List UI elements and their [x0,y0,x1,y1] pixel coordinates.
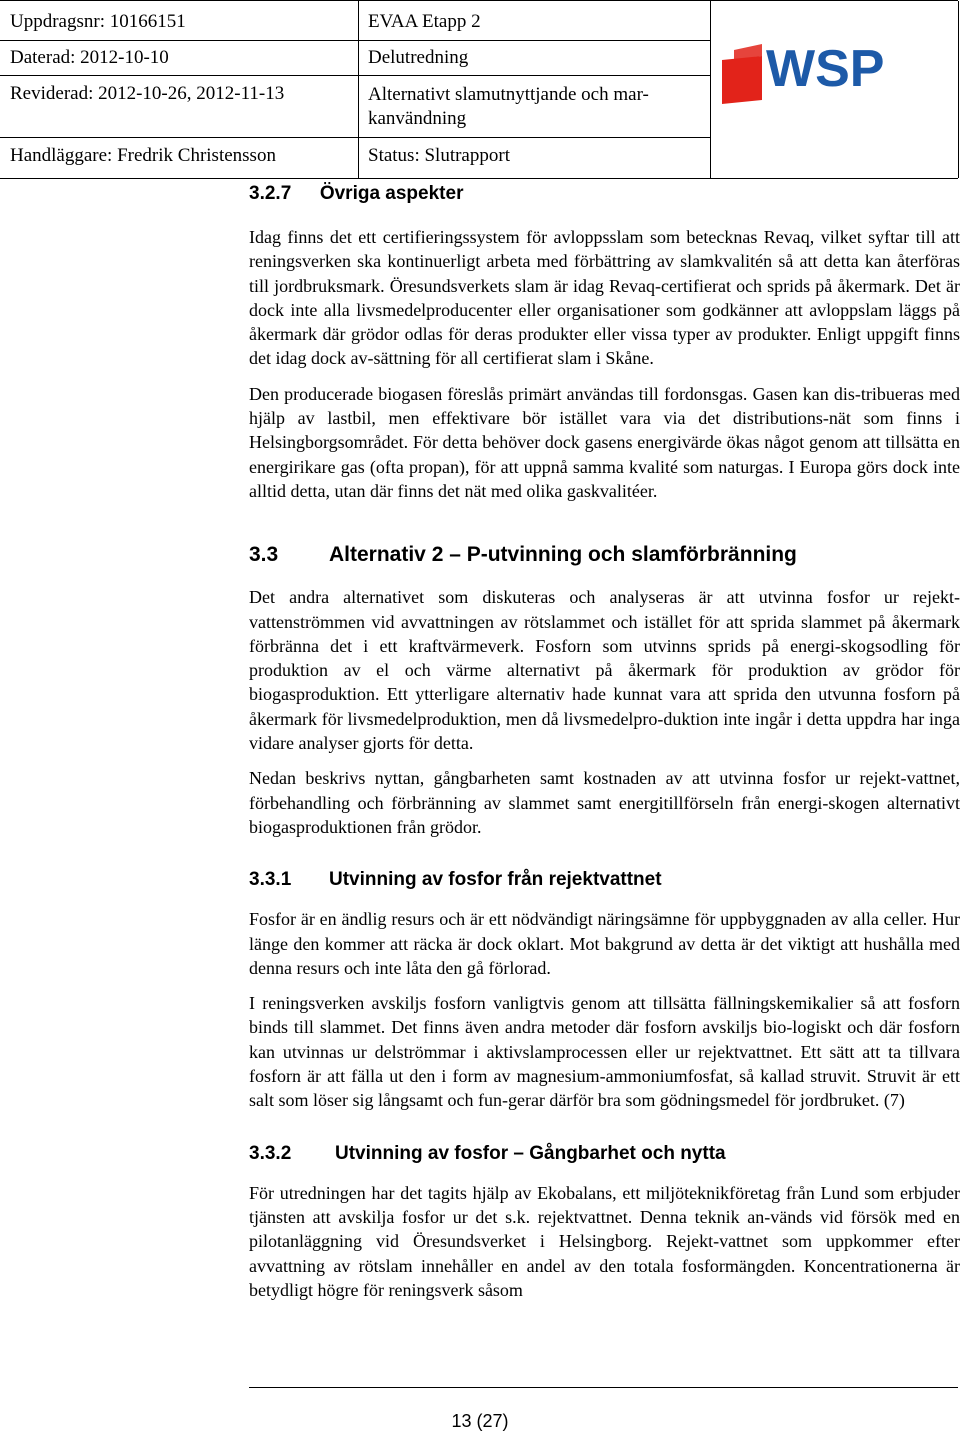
section-title: Övriga aspekter [319,183,464,204]
section-number: 3.3.1 [249,869,292,891]
paragraph: Fosfor är en ändlig resurs och är ett nödvändigt näringsämne för uppbyggnaden av alla celler. Hur länge den kommer att räcka är dock oklart. Mot bakgrund av detta är det viktigt att hushålla med denna resurs och inte låta den gå förlorad. [249,909,960,978]
footer-divider [249,1387,958,1388]
handlaggare: Handläggare: Fredrik Christensson [10,145,276,166]
section-number: 3.3.2 [249,1142,292,1164]
subject-line-1: Alternativt slamutnyttjande och mar- [368,84,649,105]
paragraph: Det andra alternativet som diskuteras och analyseras är att utvinna fosfor ur rejekt-vattenströmmen vid avvattningen av rötslammet och istället för att sprida slammet på åkermark förbränna det i ett kraftvärmeverk. Fosforn som utvinns sprids på energi-skogsodling för produktion av el och värme alternativt på åkermark för produktion av grödor för biogasproduktion. Ett ytterligare alternativ hade kunnat vara att sprida den utvunna fosforn på åkermark för livsmedelproduktion, men då livsmedelpro-duktion inte ingår i detta uppdra har inga vidare analyser gjorts för detta. [249,587,960,754]
uppdragsnr: Uppdragsnr: 10166151 [10,11,186,32]
document-type: Delutredning [368,47,469,68]
section-heading-3-3-1 [249,867,960,893]
paragraph: Den producerade biogasen föreslås primärt användas till fordonsgas. Gasen kan dis-tribueras med hjälp av lastbil, men effektivare bör istället vara via det distributions-nät som finns i Helsingborgsområdet. För detta behöver dock gasens energivärde ökas något genom att tillsätta en energirikare gas (ofta propan), för att uppnå samma kvalité som naturgas. I Europa görs dock inte alltid detta, utan där finns det nät med olika gaskvalitéer. [249,383,960,501]
header-col-left [0,1,359,178]
section-number: 3.2.7 [249,183,292,204]
reviderad: Reviderad: 2012-10-26, 2012-11-13 [10,83,285,104]
paragraph: För utredningen har det tagits hjälp av Ekobalans, ett miljöteknikföretag från Lund som erbjuder tjänsten att avskilja fosfor ur det s.k. rejektvattnet. Denna teknik an-vänds vid försök med en pilotanläggning vid Öresundsverket i Helsingborg. Rejekt-vattnet som uppkommer efter avvattning av rötslam innehåller en andel av den totala fosformängden. Koncentrationerna är betydligt högre för reningsverk såsom [249,1182,960,1300]
section-title: Utvinning av fosfor från rejektvattnet [329,869,662,891]
section-title: Alternativ 2 – P-utvinning och slamförbränning [329,543,797,567]
paragraph: Nedan beskrivs nyttan, gångbarheten samt kostnaden av att utvinna fosfor ur rejekt-vattnet, förbehandling och förbränning av slammet samt energitillförseln från energi-skogen alternativt biogasproduktionen från grödor. [249,768,960,837]
section-heading-3-3-2 [249,1141,960,1167]
section-heading-3-3 [249,541,960,569]
daterad: Daterad: 2012-10-10 [10,47,169,68]
subject-line-2: kanvändning [368,108,467,129]
logo-text: WSP [766,40,885,98]
page-content [249,180,960,1302]
section-number: 3.3 [249,543,279,567]
paragraph: Idag finns det ett certifieringssystem för avloppsslam som betecknas Revaq, vilket syftar till att reningsverken ska kontinuerligt arbeta med förbättring av slamkvalitén så att detta kan återföras till jordbruksmark. Öresundsverkets slam är idag Revaq-certifierat och sprids på åkermark. Det är dock inte alla livsmedelproducenter eller organisationer som godkänner att avloppslam läggs på åkermark där grödor odlas för deras produkter eller vissa typer av produkter. Enligt uppgift finns det idag dock av-sättning för all certifierat slam i Skåne. [249,227,960,369]
paragraph: I reningsverken avskiljs fosforn vanligtvis genom att tillsätta fällningskemikalier så att fosforn binds till slammet. Det finns även andra metoder där fosforn avskiljs bio-logiskt och där fosforn kan utvinnas ur delströmmar i aktivslamprocessen eller ur rejektvattnet. Ett sätt att ta tillvara fosforn är att fälla ut den i form av magnesium-ammoniumfosfat, så kallad struvit. Struvit är ett salt som löser sig långsamt och fun-gerar därför bra som gödningsmedel för jordbruket. (7) [249,993,960,1111]
page-number: 13 (27) [451,1411,509,1431]
section-title: Utvinning av fosfor – Gångbarhet och nytta [335,1142,726,1164]
header-col-middle [358,1,711,178]
project-name: EVAA Etapp 2 [368,11,481,32]
status: Status: Slutrapport [368,145,510,166]
wsp-logo [720,38,910,113]
section-heading-3-2-7 [249,181,960,207]
